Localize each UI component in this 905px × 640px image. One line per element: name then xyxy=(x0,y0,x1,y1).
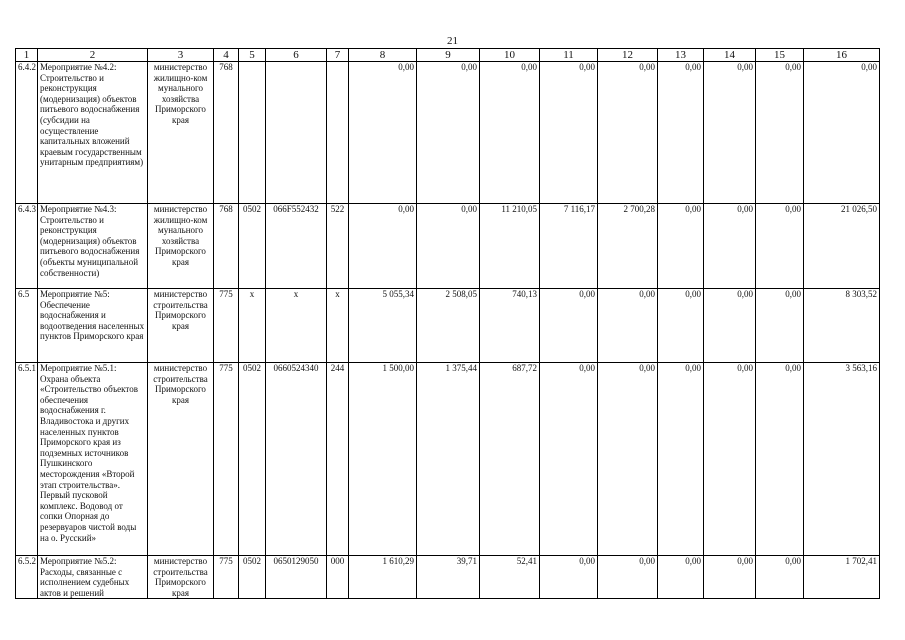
code-cell: 244 xyxy=(327,363,349,556)
ministry-name: министерство жилищно-ком мунального хозяйства Приморского края xyxy=(148,62,214,204)
column-header: 11 xyxy=(540,49,598,62)
ministry-name: министерство строительства Приморского края xyxy=(148,556,214,599)
value-cell: 0,00 xyxy=(756,556,804,599)
column-header: 10 xyxy=(480,49,540,62)
value-cell: 0,00 xyxy=(704,556,756,599)
table-row xyxy=(16,204,880,289)
value-cell: 11 210,05 xyxy=(480,204,540,289)
value-cell: 39,71 xyxy=(417,556,480,599)
code-cell: 0650129050 xyxy=(266,556,327,599)
table-row xyxy=(16,363,880,556)
total-cell: 1 702,41 xyxy=(804,556,880,599)
total-cell: 21 026,50 xyxy=(804,204,880,289)
value-cell: 0,00 xyxy=(704,62,756,204)
column-header: 1 xyxy=(16,49,38,62)
total-cell: 8 303,52 xyxy=(804,289,880,363)
measure-name: Мероприятие №5.1: Охрана объекта «Строительство объектов обеспечения водоснабжения г. Владивостока и других населенных пунктов Приморского края из подземных источников Пушкинского месторождения «Второй этап строительства». Первый пусковой комплекс. Водовод от сопки Опорная до резервуаров чистой воды на о. Русский» xyxy=(38,363,148,556)
code-cell: 066F552432 xyxy=(266,204,327,289)
row-id: 6.4.3 xyxy=(16,204,38,289)
column-header: 9 xyxy=(417,49,480,62)
code-cell: x xyxy=(266,289,327,363)
measure-name: Мероприятие №5: Обеспечение водоснабжения и водоотведения населенных пунктов Приморского края xyxy=(38,289,148,363)
value-cell: 0,00 xyxy=(349,204,417,289)
value-cell: 0,00 xyxy=(658,62,704,204)
value-cell: 0,00 xyxy=(417,62,480,204)
value-cell: 0,00 xyxy=(658,204,704,289)
value-cell: 1 500,00 xyxy=(349,363,417,556)
value-cell: 0,00 xyxy=(704,289,756,363)
value-cell: 2 700,28 xyxy=(598,204,658,289)
column-header: 15 xyxy=(756,49,804,62)
total-cell: 0,00 xyxy=(804,62,880,204)
value-cell: 687,72 xyxy=(480,363,540,556)
code-cell: 522 xyxy=(327,204,349,289)
value-cell: 0,00 xyxy=(349,62,417,204)
row-id: 6.5 xyxy=(16,289,38,363)
code-cell xyxy=(239,62,266,204)
value-cell: 0,00 xyxy=(756,62,804,204)
measure-name: Мероприятие №4.2: Строительство и реконструкция (модернизация) объектов питьевого водоснабжения (субсидии на осуществление капитальных вложений краевым государственным унитарным предприятиям) xyxy=(38,62,148,204)
total-cell: 3 563,16 xyxy=(804,363,880,556)
code-cell: 0502 xyxy=(239,204,266,289)
value-cell: 0,00 xyxy=(704,204,756,289)
column-header: 7 xyxy=(327,49,349,62)
value-cell: 0,00 xyxy=(540,556,598,599)
code-cell: 768 xyxy=(214,62,239,204)
value-cell: 0,00 xyxy=(540,363,598,556)
value-cell: 5 055,34 xyxy=(349,289,417,363)
column-header: 5 xyxy=(239,49,266,62)
column-header: 3 xyxy=(148,49,214,62)
budget-table xyxy=(15,48,880,599)
value-cell: 0,00 xyxy=(598,289,658,363)
value-cell: 740,13 xyxy=(480,289,540,363)
value-cell: 0,00 xyxy=(704,363,756,556)
value-cell: 0,00 xyxy=(756,289,804,363)
code-cell xyxy=(327,62,349,204)
column-header: 12 xyxy=(598,49,658,62)
value-cell: 0,00 xyxy=(417,204,480,289)
code-cell: x xyxy=(239,289,266,363)
column-header: 8 xyxy=(349,49,417,62)
code-cell: 775 xyxy=(214,363,239,556)
table-row xyxy=(16,62,880,204)
value-cell: 52,41 xyxy=(480,556,540,599)
column-header: 2 xyxy=(38,49,148,62)
code-cell: 0660524340 xyxy=(266,363,327,556)
value-cell: 0,00 xyxy=(598,363,658,556)
value-cell: 2 508,05 xyxy=(417,289,480,363)
value-cell: 0,00 xyxy=(658,363,704,556)
code-cell: 000 xyxy=(327,556,349,599)
page-number: 21 xyxy=(447,35,458,47)
ministry-name: министерство жилищно-ком мунального хозяйства Приморского края xyxy=(148,204,214,289)
ministry-name: министерство строительства Приморского края xyxy=(148,363,214,556)
header-row xyxy=(16,49,880,62)
value-cell: 0,00 xyxy=(480,62,540,204)
code-cell: 768 xyxy=(214,204,239,289)
row-id: 6.5.2 xyxy=(16,556,38,599)
row-id: 6.5.1 xyxy=(16,363,38,556)
value-cell: 0,00 xyxy=(598,556,658,599)
code-cell: x xyxy=(327,289,349,363)
column-header: 16 xyxy=(804,49,880,62)
column-header: 14 xyxy=(704,49,756,62)
column-header: 13 xyxy=(658,49,704,62)
value-cell: 0,00 xyxy=(756,363,804,556)
value-cell: 1 610,29 xyxy=(349,556,417,599)
ministry-name: министерство строительства Приморского края xyxy=(148,289,214,363)
measure-name: Мероприятие №5.2: Расходы, связанные с исполнением судебных актов и решений xyxy=(38,556,148,599)
row-id: 6.4.2 xyxy=(16,62,38,204)
value-cell: 0,00 xyxy=(658,556,704,599)
value-cell: 0,00 xyxy=(540,62,598,204)
code-cell: 775 xyxy=(214,289,239,363)
code-cell xyxy=(266,62,327,204)
code-cell: 0502 xyxy=(239,363,266,556)
table-row xyxy=(16,289,880,363)
value-cell: 1 375,44 xyxy=(417,363,480,556)
column-header: 6 xyxy=(266,49,327,62)
value-cell: 7 116,17 xyxy=(540,204,598,289)
value-cell: 0,00 xyxy=(540,289,598,363)
column-header: 4 xyxy=(214,49,239,62)
code-cell: 0502 xyxy=(239,556,266,599)
measure-name: Мероприятие №4.3: Строительство и реконструкция (модернизация) объектов питьевого водоснабжения (объекты муниципальной собственности) xyxy=(38,204,148,289)
code-cell: 775 xyxy=(214,556,239,599)
table-row xyxy=(16,556,880,599)
value-cell: 0,00 xyxy=(756,204,804,289)
value-cell: 0,00 xyxy=(598,62,658,204)
value-cell: 0,00 xyxy=(658,289,704,363)
